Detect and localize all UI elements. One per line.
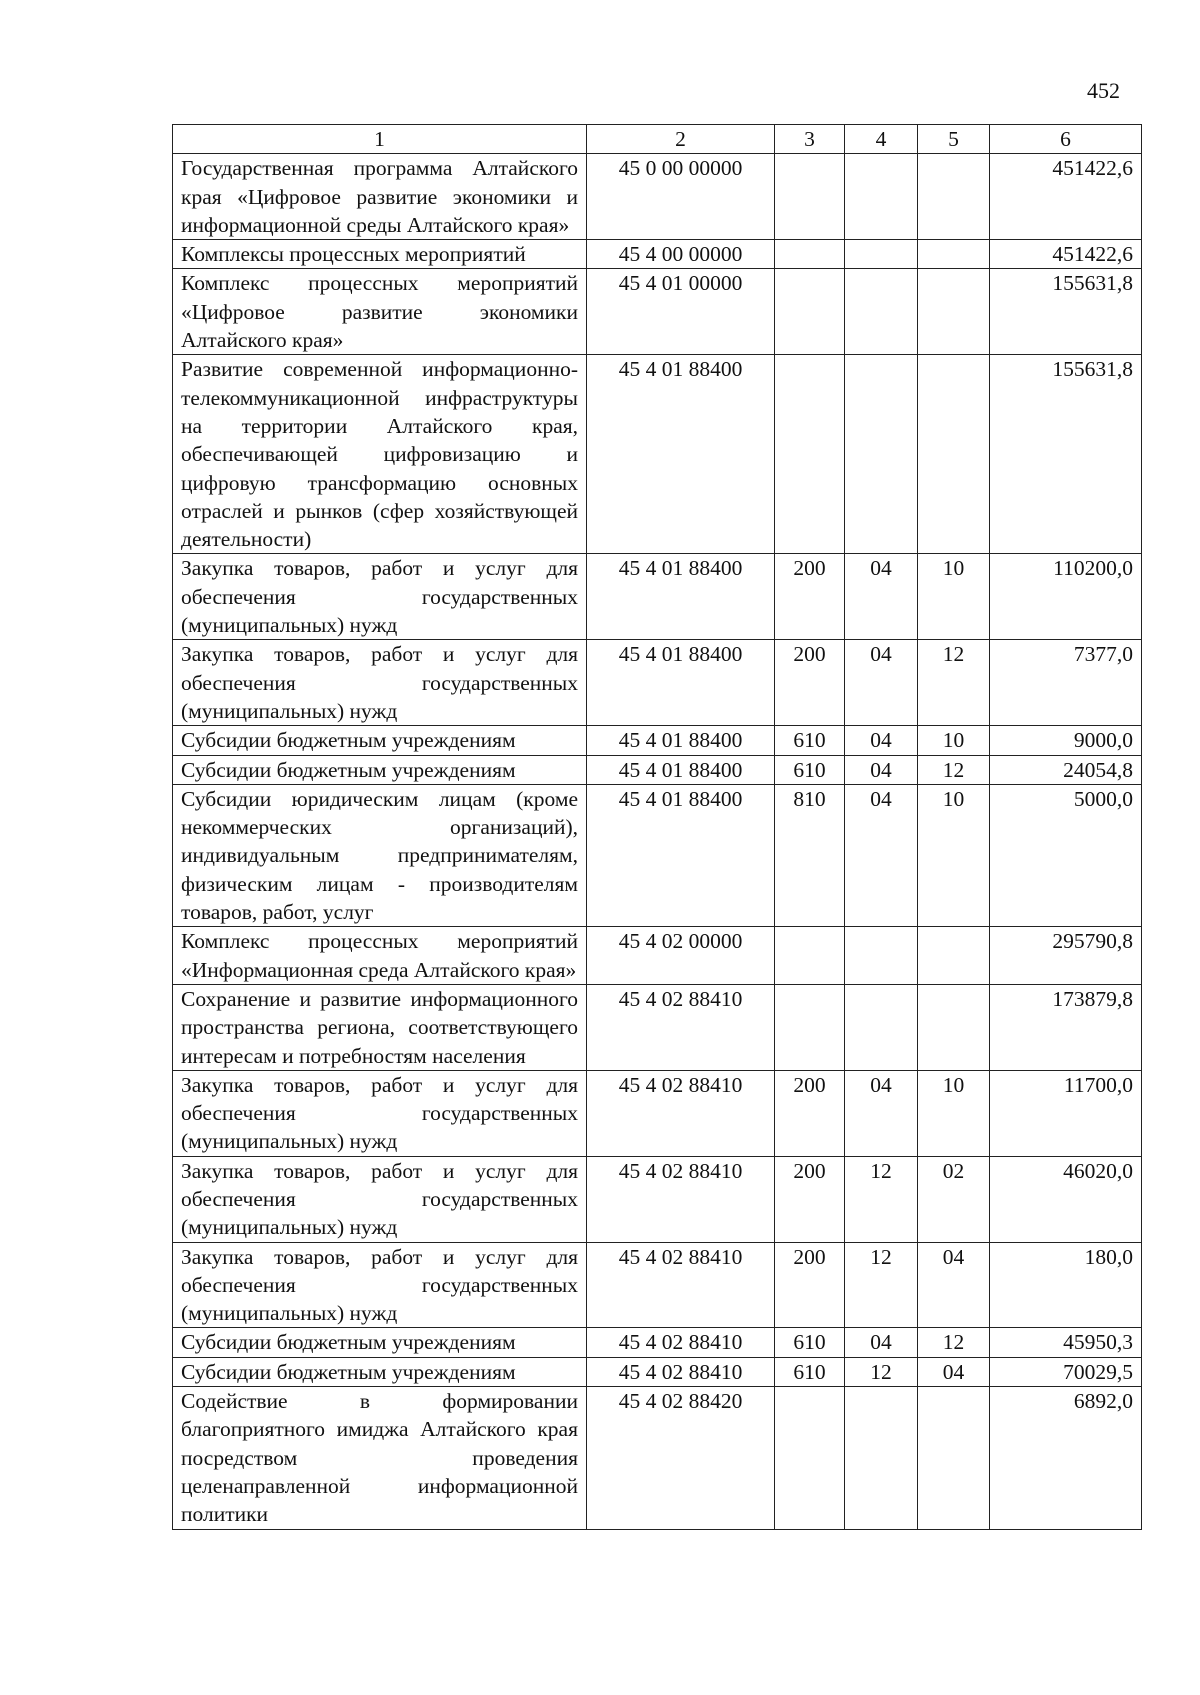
row-name-cell: Субсидии бюджетным учреждениям [173,755,587,784]
row-name-cell: Закупка товаров, работ и услуг для обеспечения государственных (муниципальных) нужд [173,554,587,640]
column-header: 4 [845,125,918,154]
amount-cell: 45950,3 [990,1328,1142,1357]
amount-cell: 11700,0 [990,1070,1142,1156]
column-header: 5 [918,125,990,154]
section-cell: 12 [845,1357,918,1386]
section-cell [845,355,918,554]
subsection-cell [918,355,990,554]
expense-type-cell: 200 [775,554,845,640]
subsection-cell: 10 [918,1070,990,1156]
target-code-cell: 45 4 02 88410 [587,1156,775,1242]
expense-type-cell: 200 [775,640,845,726]
row-name-cell: Развитие современной информационно-телекоммуникационной инфраструктуры на территории Алтайского края, обеспечивающей цифровизацию и цифровую трансформацию основных отраслей и рынков (сфер хозяйствующей деятельности) [173,355,587,554]
page-number: 452 [1087,78,1120,103]
table-row [173,784,1142,926]
section-cell: 12 [845,1156,918,1242]
subsection-cell: 02 [918,1156,990,1242]
amount-cell: 70029,5 [990,1357,1142,1386]
row-name-cell: Субсидии бюджетным учреждениям [173,1357,587,1386]
expense-type-cell [775,984,845,1070]
table-row [173,1242,1142,1328]
expense-type-cell [775,269,845,355]
row-name-cell: Сохранение и развитие информационного пространства региона, соответствующего интересам и потребностям населения [173,984,587,1070]
header-row [173,125,1142,154]
amount-cell: 7377,0 [990,640,1142,726]
amount-cell: 451422,6 [990,154,1142,240]
target-code-cell: 45 4 02 88410 [587,1328,775,1357]
target-code-cell: 45 4 01 88400 [587,640,775,726]
subsection-cell [918,927,990,985]
section-cell: 04 [845,1328,918,1357]
target-code-cell: 45 4 01 88400 [587,755,775,784]
row-name-cell: Субсидии бюджетным учреждениям [173,1328,587,1357]
row-name-cell: Закупка товаров, работ и услуг для обеспечения государственных (муниципальных) нужд [173,1242,587,1328]
amount-cell: 180,0 [990,1242,1142,1328]
target-code-cell: 45 4 01 88400 [587,726,775,755]
row-name-cell: Субсидии бюджетным учреждениям [173,726,587,755]
column-header: 3 [775,125,845,154]
expense-type-cell: 200 [775,1242,845,1328]
subsection-cell [918,240,990,269]
subsection-cell [918,154,990,240]
row-name-cell: Субсидии юридическим лицам (кроме некоммерческих организаций), индивидуальным предпринимателям, физическим лицам - производителям товаров, работ, услуг [173,784,587,926]
expense-type-cell [775,1387,845,1529]
column-header: 1 [173,125,587,154]
target-code-cell: 45 0 00 00000 [587,154,775,240]
expense-type-cell: 610 [775,755,845,784]
target-code-cell: 45 4 01 88400 [587,355,775,554]
table-row [173,1387,1142,1529]
expense-type-cell [775,240,845,269]
section-cell: 04 [845,755,918,784]
target-code-cell: 45 4 02 00000 [587,927,775,985]
table-row [173,1070,1142,1156]
amount-cell: 173879,8 [990,984,1142,1070]
target-code-cell: 45 4 01 00000 [587,269,775,355]
section-cell [845,984,918,1070]
table-row [173,726,1142,755]
row-name-cell: Государственная программа Алтайского края «Цифровое развитие экономики и информационной среды Алтайского края» [173,154,587,240]
section-cell [845,927,918,985]
table-row [173,1357,1142,1386]
table-row [173,1156,1142,1242]
row-name-cell: Закупка товаров, работ и услуг для обеспечения государственных (муниципальных) нужд [173,640,587,726]
amount-cell: 5000,0 [990,784,1142,926]
amount-cell: 6892,0 [990,1387,1142,1529]
amount-cell: 295790,8 [990,927,1142,985]
subsection-cell [918,984,990,1070]
target-code-cell: 45 4 02 88410 [587,1357,775,1386]
table-row [173,240,1142,269]
row-name-cell: Комплексы процессных мероприятий [173,240,587,269]
subsection-cell: 10 [918,726,990,755]
expense-type-cell: 810 [775,784,845,926]
expense-type-cell: 610 [775,1357,845,1386]
subsection-cell: 12 [918,755,990,784]
column-header: 2 [587,125,775,154]
section-cell: 04 [845,554,918,640]
section-cell: 04 [845,784,918,926]
table-row [173,1328,1142,1357]
amount-cell: 9000,0 [990,726,1142,755]
row-name-cell: Закупка товаров, работ и услуг для обеспечения государственных (муниципальных) нужд [173,1156,587,1242]
subsection-cell: 04 [918,1242,990,1328]
row-name-cell: Комплекс процессных мероприятий «Информационная среда Алтайского края» [173,927,587,985]
table-row [173,984,1142,1070]
column-header: 6 [990,125,1142,154]
subsection-cell: 10 [918,554,990,640]
section-cell [845,154,918,240]
row-name-cell: Закупка товаров, работ и услуг для обеспечения государственных (муниципальных) нужд [173,1070,587,1156]
expense-type-cell [775,355,845,554]
section-cell: 04 [845,640,918,726]
target-code-cell: 45 4 00 00000 [587,240,775,269]
section-cell [845,240,918,269]
target-code-cell: 45 4 02 88410 [587,1242,775,1328]
amount-cell: 451422,6 [990,240,1142,269]
expense-type-cell: 200 [775,1156,845,1242]
row-name-cell: Комплекс процессных мероприятий «Цифровое развитие экономики Алтайского края» [173,269,587,355]
expense-type-cell [775,154,845,240]
target-code-cell: 45 4 01 88400 [587,554,775,640]
expense-type-cell [775,927,845,985]
table-row [173,154,1142,240]
table-row [173,355,1142,554]
expense-type-cell: 610 [775,1328,845,1357]
amount-cell: 110200,0 [990,554,1142,640]
section-cell: 04 [845,1070,918,1156]
target-code-cell: 45 4 02 88420 [587,1387,775,1529]
table-row [173,640,1142,726]
subsection-cell: 10 [918,784,990,926]
section-cell [845,269,918,355]
subsection-cell: 12 [918,640,990,726]
expense-type-cell: 200 [775,1070,845,1156]
amount-cell: 155631,8 [990,355,1142,554]
section-cell [845,1387,918,1529]
subsection-cell: 12 [918,1328,990,1357]
subsection-cell [918,269,990,355]
budget-table [172,124,1142,1530]
target-code-cell: 45 4 01 88400 [587,784,775,926]
target-code-cell: 45 4 02 88410 [587,984,775,1070]
row-name-cell: Содействие в формировании благоприятного имиджа Алтайского края посредством проведения целенаправленной информационной политики [173,1387,587,1529]
subsection-cell [918,1387,990,1529]
amount-cell: 46020,0 [990,1156,1142,1242]
subsection-cell: 04 [918,1357,990,1386]
table-row [173,927,1142,985]
table-row [173,755,1142,784]
target-code-cell: 45 4 02 88410 [587,1070,775,1156]
section-cell: 04 [845,726,918,755]
table-row [173,269,1142,355]
section-cell: 12 [845,1242,918,1328]
table-body [173,154,1142,1529]
amount-cell: 24054,8 [990,755,1142,784]
amount-cell: 155631,8 [990,269,1142,355]
expense-type-cell: 610 [775,726,845,755]
table-row [173,554,1142,640]
